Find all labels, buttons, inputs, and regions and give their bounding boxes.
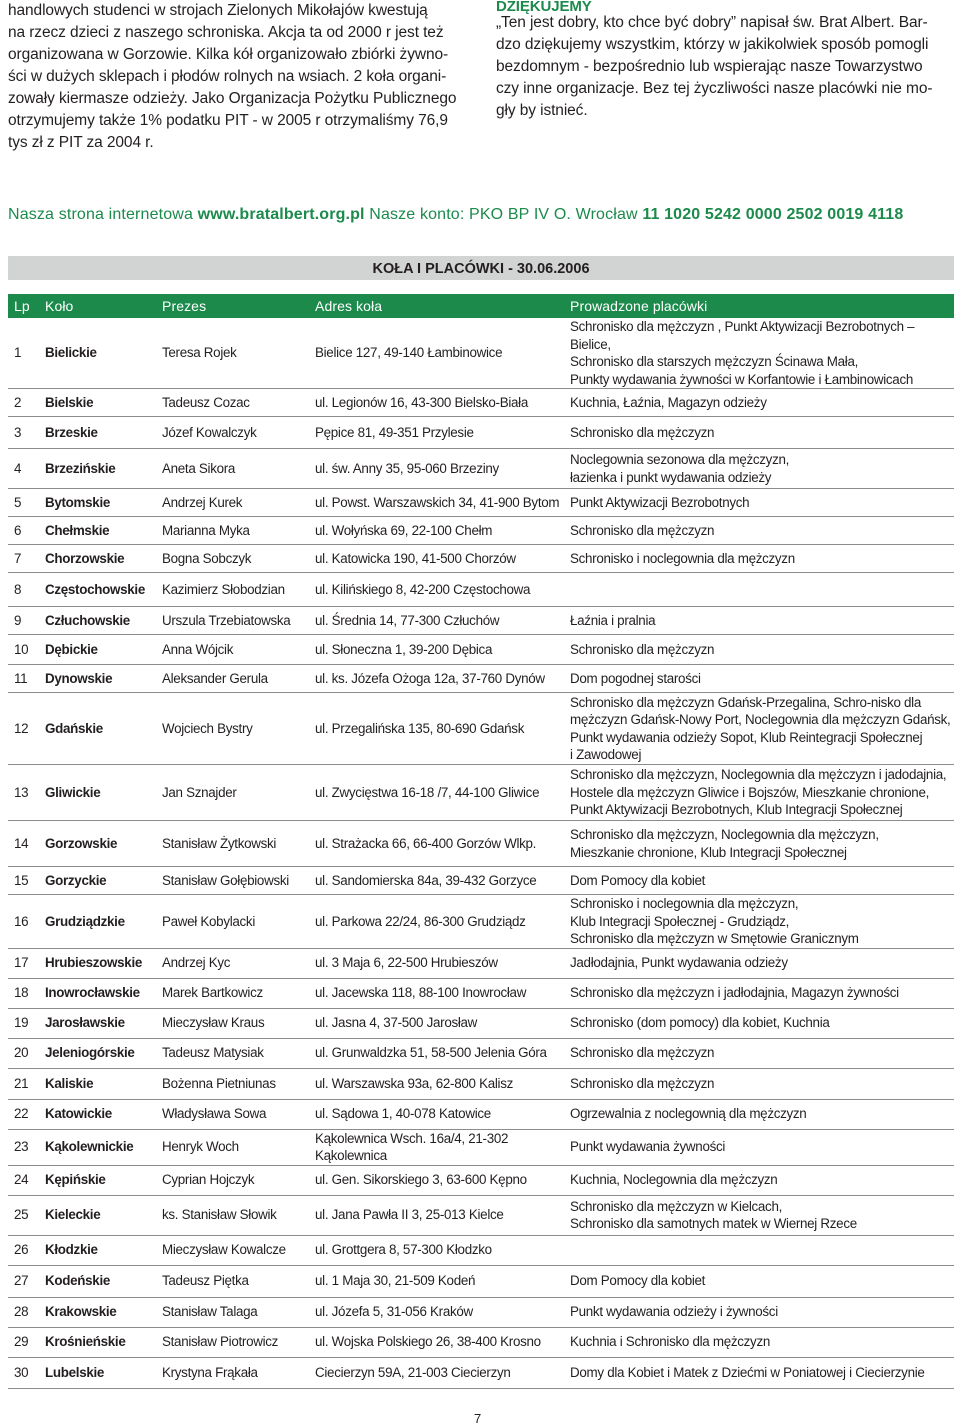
cell-lp: 22: [8, 1099, 39, 1129]
facility-line: Schronisko dla mężczyzn , Punkt Aktywizacji Bezrobotnych – Bielice,: [570, 319, 915, 352]
cell-lp: 19: [8, 1008, 39, 1038]
cell-placowki: [564, 517, 954, 545]
cell-kolo: Jeleniogórskie: [39, 1038, 156, 1068]
table-row: [8, 1099, 954, 1129]
cell-kolo: Gdańskie: [39, 693, 156, 765]
facility-line: Punkt Aktywizacji Bezrobotnych, Klub Integracji Społecznej: [570, 802, 903, 818]
facility-line: Punkty wydawania żywności w Korfantowie i Łambinowicach: [570, 371, 913, 387]
table-row: [8, 1265, 954, 1297]
cell-kolo: Człuchowskie: [39, 607, 156, 635]
table-row: [8, 417, 954, 449]
cell-adres: Bielice 127, 49-140 Łambinowice: [309, 318, 564, 389]
cell-placowki: [564, 389, 954, 417]
cell-adres: ul. Zwycięstwa 16-18 /7, 44-100 Gliwice: [309, 765, 564, 821]
cell-kolo: Chełmskie: [39, 517, 156, 545]
facility-line: Kuchnia, Noclegownia dla mężczyzn: [570, 1172, 778, 1188]
cell-prezes: Kazimierz Słobodzian: [156, 573, 309, 607]
facility-line: Punkt wydawania odzieży Sopot, Klub Reintegracji Społecznej: [570, 729, 923, 745]
facility-line: Schronisko dla mężczyzn w Smętowie Granicznym: [570, 931, 859, 946]
thanks-column: [496, 0, 958, 122]
cell-placowki: [564, 1357, 954, 1388]
cell-lp: 10: [8, 635, 39, 665]
facility-line: Schronisko dla mężczyzn: [570, 1075, 715, 1091]
cell-kolo: Grudziądzkie: [39, 895, 156, 949]
cell-prezes: Aleksander Gerula: [156, 665, 309, 693]
header-placowki: Prowadzone placówki: [564, 294, 954, 318]
cell-adres: ul. Legionów 16, 43-300 Bielsko-Biała: [309, 389, 564, 417]
facility-line: Schronisko i noclegownia dla mężczyzn,: [570, 896, 799, 911]
table-row: [8, 1327, 954, 1357]
cell-prezes: Anna Wójcik: [156, 635, 309, 665]
facility-line: Kuchnia, Łaźnia, Magazyn odzieży: [570, 394, 767, 410]
cell-placowki: [564, 1297, 954, 1327]
cell-adres: ul. Grottgera 8, 57-300 Kłodzko: [309, 1235, 564, 1265]
cell-adres: ul. Jana Pawła II 3, 25-013 Kielce: [309, 1195, 564, 1235]
cell-adres: Ciecierzyn 59A, 21-003 Ciecierzyn: [309, 1357, 564, 1388]
cell-lp: 1: [8, 318, 39, 389]
table-row: [8, 389, 954, 417]
facility-line: Schronisko dla mężczyzn: [570, 424, 715, 440]
cell-placowki: [564, 1129, 954, 1165]
cell-lp: 13: [8, 765, 39, 821]
cell-lp: 3: [8, 417, 39, 449]
cell-kolo: Kępińskie: [39, 1165, 156, 1195]
facility-line: Schronisko dla samotnych matek w Wiernej Rzece: [570, 1216, 857, 1231]
table-row: [8, 1165, 954, 1195]
cell-placowki: [564, 867, 954, 895]
cell-prezes: Tadeusz Piętka: [156, 1265, 309, 1297]
facility-line: Hostele dla mężczyzn Gliwice i Bojszów, Mieszkanie chronione,: [570, 784, 930, 800]
branches-table: [8, 294, 954, 1389]
cell-lp: 7: [8, 545, 39, 573]
cell-adres: ul. Strażacka 66, 66-400 Gorzów Wlkp.: [309, 821, 564, 867]
cell-adres: ul. Grunwaldzka 51, 58-500 Jelenia Góra: [309, 1038, 564, 1068]
header-kolo: Koło: [39, 294, 156, 318]
cell-prezes: Aneta Sikora: [156, 449, 309, 489]
table-row: [8, 1008, 954, 1038]
cell-adres: Kąkolewnica Wsch. 16a/4, 21-302 Kąkolewnica: [309, 1129, 564, 1165]
facility-line: Schronisko dla mężczyzn, Noclegownia dla mężczyzn i jadodajnia,: [570, 767, 947, 783]
cell-lp: 26: [8, 1235, 39, 1265]
cell-prezes: Marianna Myka: [156, 517, 309, 545]
thanks-line: „Ten jest dobry, kto chce być dobry” napisał św. Brat Albert. Bar-: [496, 14, 928, 31]
cell-prezes: Mieczysław Kowalcze: [156, 1235, 309, 1265]
cell-placowki: [564, 978, 954, 1008]
cell-placowki: [564, 821, 954, 867]
cell-adres: ul. Józefa 5, 31-056 Kraków: [309, 1297, 564, 1327]
cell-placowki: [564, 1195, 954, 1235]
table-row: [8, 573, 954, 607]
facility-line: Mieszkanie chronione, Klub Integracji Społecznej: [570, 844, 847, 860]
cell-lp: 16: [8, 895, 39, 949]
cell-prezes: Krystyna Frąkała: [156, 1357, 309, 1388]
table-row: [8, 978, 954, 1008]
cell-placowki: [564, 318, 954, 389]
cell-prezes: Bogna Sobczyk: [156, 545, 309, 573]
table-row: [8, 318, 954, 389]
table-row: [8, 867, 954, 895]
cell-prezes: Wojciech Bystry: [156, 693, 309, 765]
cell-prezes: Andrzej Kurek: [156, 489, 309, 517]
cell-placowki: [564, 1068, 954, 1099]
cell-kolo: Krakowskie: [39, 1297, 156, 1327]
cell-placowki: [564, 573, 954, 607]
facility-line: Dom Pomocy dla kobiet: [570, 872, 706, 888]
cell-kolo: Kieleckie: [39, 1195, 156, 1235]
table-row: [8, 449, 954, 489]
cell-kolo: Bytomskie: [39, 489, 156, 517]
cell-prezes: Paweł Kobylacki: [156, 895, 309, 949]
table-row: [8, 489, 954, 517]
cell-kolo: Chorzowskie: [39, 545, 156, 573]
cell-prezes: Urszula Trzebiatowska: [156, 607, 309, 635]
cell-placowki: [564, 489, 954, 517]
facility-line: Punkt wydawania żywności: [570, 1139, 726, 1155]
cell-kolo: Inowrocławskie: [39, 978, 156, 1008]
header-adres: Adres koła: [309, 294, 564, 318]
cell-prezes: Cyprian Hojczyk: [156, 1165, 309, 1195]
table-row: [8, 635, 954, 665]
cell-adres: ul. Słoneczna 1, 39-200 Dębica: [309, 635, 564, 665]
cell-prezes: Mieczysław Kraus: [156, 1008, 309, 1038]
facility-line: i Zawodowej: [570, 747, 642, 762]
cell-prezes: Stanisław Żytkowski: [156, 821, 309, 867]
cell-lp: 6: [8, 517, 39, 545]
section-title: KOŁA I PLACÓWKI - 30.06.2006: [8, 256, 954, 280]
cell-kolo: Dębickie: [39, 635, 156, 665]
account-number: 11 1020 5242 0000 2502 0019 4118: [642, 206, 904, 223]
cell-kolo: Brzeskie: [39, 417, 156, 449]
cell-lp: 24: [8, 1165, 39, 1195]
cell-placowki: [564, 1235, 954, 1265]
cell-lp: 4: [8, 449, 39, 489]
facility-line: Schronisko dla starszych mężczyzn Ścinawa Mała,: [570, 354, 859, 369]
table-row: [8, 607, 954, 635]
cell-adres: ul. Katowicka 190, 41-500 Chorzów: [309, 545, 564, 573]
cell-kolo: Gliwickie: [39, 765, 156, 821]
facility-line: Łaźnia i pralnia: [570, 612, 656, 628]
facility-line: Schronisko dla mężczyzn w Kielcach,: [570, 1198, 783, 1214]
facility-line: Schronisko dla mężczyzn Gdańsk-Przegalina, Schro-nisko dla: [570, 694, 922, 710]
cell-lp: 17: [8, 948, 39, 978]
cell-lp: 2: [8, 389, 39, 417]
intro-line: handlowych studenci w strojach Zielonych Mikołajów kwestują: [8, 2, 428, 19]
cell-placowki: [564, 1265, 954, 1297]
cell-adres: ul. Parkowa 22/24, 86-300 Grudziądz: [309, 895, 564, 949]
cell-lp: 21: [8, 1068, 39, 1099]
website-link[interactable]: www.bratalbert.org.pl: [197, 206, 365, 223]
intro-line: na rzecz dzieci z naszego schroniska. Akcja ta od 2000 r jest też: [8, 24, 444, 41]
facility-line: Schronisko (dom pomocy) dla kobiet, Kuchnia: [570, 1015, 830, 1031]
intro-line: organizowana w Gorzowie. Kilka kół organizowało zbiórki żywno-: [8, 46, 449, 63]
table-row: [8, 1297, 954, 1327]
header-prezes: Prezes: [156, 294, 309, 318]
facility-line: Dom pogodnej starości: [570, 670, 701, 686]
header-lp: Lp: [8, 294, 39, 318]
cell-kolo: Lubelskie: [39, 1357, 156, 1388]
table-row: [8, 821, 954, 867]
cell-lp: 20: [8, 1038, 39, 1068]
cell-kolo: Hrubieszowskie: [39, 948, 156, 978]
facility-line: Schronisko dla mężczyzn: [570, 1045, 715, 1061]
cell-lp: 28: [8, 1297, 39, 1327]
facility-line: Schronisko dla mężczyzn, Noclegownia dla mężczyzn,: [570, 827, 879, 842]
cell-kolo: Katowickie: [39, 1099, 156, 1129]
cell-lp: 18: [8, 978, 39, 1008]
intro-paragraph: [8, 0, 474, 154]
cell-placowki: [564, 449, 954, 489]
cell-placowki: [564, 545, 954, 573]
cell-prezes: Andrzej Kyc: [156, 948, 309, 978]
table-row: [8, 1129, 954, 1165]
cell-adres: ul. Wołyńska 69, 22-100 Chełm: [309, 517, 564, 545]
facility-line: Domy dla Kobiet i Matek z Dziećmi w Poniatowej i Ciecierzynie: [570, 1364, 925, 1380]
table-row: [8, 517, 954, 545]
cell-kolo: Kodeńskie: [39, 1265, 156, 1297]
cell-placowki: [564, 1165, 954, 1195]
facility-line: łazienka i punkt wydawania odzieży: [570, 469, 772, 485]
facility-line: Schronisko dla mężczyzn i jadłodajnia, Magazyn żywności: [570, 985, 899, 1001]
cell-placowki: [564, 417, 954, 449]
cell-prezes: ks. Stanisław Słowik: [156, 1195, 309, 1235]
cell-lp: 27: [8, 1265, 39, 1297]
facility-line: Noclegownia sezonowa dla mężczyzn,: [570, 452, 790, 467]
cell-lp: 8: [8, 573, 39, 607]
cell-lp: 9: [8, 607, 39, 635]
cell-kolo: Bielickie: [39, 318, 156, 389]
cell-kolo: Brzezińskie: [39, 449, 156, 489]
facility-line: mężczyzn Gdańsk-Nowy Port, Noclegownia dla mężczyzn Gdańsk,: [570, 712, 951, 727]
cell-prezes: Henryk Woch: [156, 1129, 309, 1165]
cell-lp: 5: [8, 489, 39, 517]
facility-line: Schronisko i noclegownia dla mężczyzn: [570, 550, 795, 566]
cell-adres: ul. Jacewska 118, 88-100 Inowrocław: [309, 978, 564, 1008]
thanks-line: czy inne organizacje. Bez tej życzliwości nasze placówki nie mo-: [496, 80, 933, 97]
cell-adres: ul. 1 Maja 30, 21-509 Kodeń: [309, 1265, 564, 1297]
cell-prezes: Tadeusz Cozac: [156, 389, 309, 417]
cell-adres: ul. Średnia 14, 77-300 Człuchów: [309, 607, 564, 635]
table-header-row: [8, 294, 954, 318]
facility-line: Jadłodajnia, Punkt wydawania odzieży: [570, 955, 788, 971]
cell-placowki: [564, 1099, 954, 1129]
intro-section: [8, 0, 958, 150]
cell-prezes: Władysława Sowa: [156, 1099, 309, 1129]
intro-line: otrzymujemy także 1% podatku PIT - w 2005 r otrzymaliśmy 76,9: [8, 112, 448, 129]
facility-line: Ogrzewalnia z noclegownią dla mężczyzn: [570, 1106, 807, 1122]
cell-kolo: Gorzyckie: [39, 867, 156, 895]
thanks-line: dzo dziękujemy wszystkim, którzy w jakikolwiek sposób pomogli: [496, 36, 929, 53]
cell-lp: 29: [8, 1327, 39, 1357]
table-row: [8, 948, 954, 978]
table-row: [8, 1068, 954, 1099]
cell-prezes: Stanisław Talaga: [156, 1297, 309, 1327]
cell-prezes: Stanisław Piotrowicz: [156, 1327, 309, 1357]
cell-placowki: [564, 895, 954, 949]
facility-line: Punkt Aktywizacji Bezrobotnych: [570, 494, 750, 510]
table-row: [8, 693, 954, 765]
cell-adres: ul. ks. Józefa Ożoga 12a, 37-760 Dynów: [309, 665, 564, 693]
contact-line: [8, 206, 958, 224]
cell-lp: 14: [8, 821, 39, 867]
table-row: [8, 665, 954, 693]
cell-placowki: [564, 607, 954, 635]
cell-prezes: Tadeusz Matysiak: [156, 1038, 309, 1068]
cell-placowki: [564, 693, 954, 765]
cell-kolo: Dynowskie: [39, 665, 156, 693]
cell-adres: ul. Wojska Polskiego 26, 38-400 Krosno: [309, 1327, 564, 1357]
cell-placowki: [564, 665, 954, 693]
facility-line: Schronisko dla mężczyzn: [570, 522, 715, 538]
cell-prezes: Teresa Rojek: [156, 318, 309, 389]
cell-kolo: Kąkolewnickie: [39, 1129, 156, 1165]
cell-lp: 15: [8, 867, 39, 895]
cell-prezes: Stanisław Gołębiowski: [156, 867, 309, 895]
cell-adres: ul. św. Anny 35, 95-060 Brzeziny: [309, 449, 564, 489]
cell-prezes: Bożenna Pietniunas: [156, 1068, 309, 1099]
thanks-heading: DZIĘKUJEMY: [496, 0, 592, 15]
table-row: [8, 1038, 954, 1068]
cell-adres: ul. 3 Maja 6, 22-500 Hrubieszów: [309, 948, 564, 978]
table-row: [8, 765, 954, 821]
cell-placowki: [564, 765, 954, 821]
table-row: [8, 1357, 954, 1388]
cell-prezes: Jan Sznajder: [156, 765, 309, 821]
page-number: 7: [474, 1411, 482, 1426]
table-row: [8, 1235, 954, 1265]
cell-lp: 12: [8, 693, 39, 765]
cell-kolo: Kaliskie: [39, 1068, 156, 1099]
cell-adres: ul. Warszawska 93a, 62-800 Kalisz: [309, 1068, 564, 1099]
table-row: [8, 545, 954, 573]
intro-line: ści w dużych sklepach i płodów rolnych na wsiach. 2 koła organi-: [8, 68, 447, 85]
cell-lp: 23: [8, 1129, 39, 1165]
cell-prezes: Marek Bartkowicz: [156, 978, 309, 1008]
facility-line: Punkt wydawania odzieży i żywności: [570, 1304, 778, 1320]
facility-line: Dom Pomocy dla kobiet: [570, 1273, 706, 1289]
cell-adres: ul. Przegalińska 135, 80-690 Gdańsk: [309, 693, 564, 765]
cell-placowki: [564, 635, 954, 665]
table-row: [8, 1195, 954, 1235]
thanks-line: bezdomnym - bezpośrednio lub wspierając nasze Towarzystwo: [496, 58, 923, 75]
cell-adres: ul. Sądowa 1, 40-078 Katowice: [309, 1099, 564, 1129]
cell-kolo: Jarosławskie: [39, 1008, 156, 1038]
facility-line: Kuchnia i Schronisko dla mężczyzn: [570, 1334, 770, 1350]
cell-adres: ul. Gen. Sikorskiego 3, 63-600 Kępno: [309, 1165, 564, 1195]
cell-kolo: Częstochowskie: [39, 573, 156, 607]
cell-adres: ul. Jasna 4, 37-500 Jarosław: [309, 1008, 564, 1038]
cell-kolo: Krośnieńskie: [39, 1327, 156, 1357]
cell-lp: 25: [8, 1195, 39, 1235]
cell-kolo: Gorzowskie: [39, 821, 156, 867]
cell-adres: ul. Powst. Warszawskich 34, 41-900 Bytom: [309, 489, 564, 517]
account-label: Nasze konto: PKO BP IV O. Wrocław: [364, 206, 643, 223]
cell-placowki: [564, 1008, 954, 1038]
cell-placowki: [564, 1327, 954, 1357]
cell-lp: 11: [8, 665, 39, 693]
intro-line: tys zł z PIT za 2004 r.: [8, 134, 154, 151]
facility-line: Schronisko dla mężczyzn: [570, 641, 715, 657]
cell-adres: ul. Kilińskiego 8, 42-200 Częstochowa: [309, 573, 564, 607]
cell-adres: ul. Sandomierska 84a, 39-432 Gorzyce: [309, 867, 564, 895]
facility-line: Klub Integracji Społecznej - Grudziądz,: [570, 913, 790, 929]
cell-prezes: Józef Kowalczyk: [156, 417, 309, 449]
cell-placowki: [564, 1038, 954, 1068]
cell-kolo: Kłodzkie: [39, 1235, 156, 1265]
thanks-line: gły by istnieć.: [496, 102, 588, 119]
intro-line: zowały kiermasze odzieży. Jako Organizacja Pożytku Publicznego: [8, 90, 457, 107]
cell-placowki: [564, 948, 954, 978]
cell-kolo: Bielskie: [39, 389, 156, 417]
cell-lp: 30: [8, 1357, 39, 1388]
table-row: [8, 895, 954, 949]
table-body: [8, 318, 954, 1388]
website-label: Nasza strona internetowa: [8, 206, 198, 223]
cell-adres: Pępice 81, 49-351 Przylesie: [309, 417, 564, 449]
